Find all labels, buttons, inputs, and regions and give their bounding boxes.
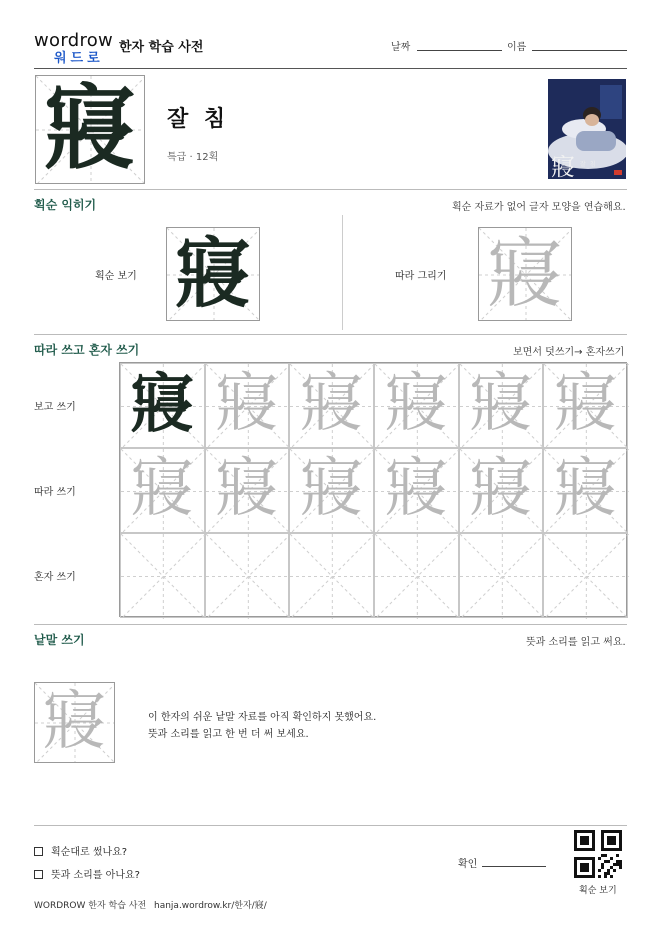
practice-row-label: 혼자 쓰기 bbox=[34, 572, 76, 583]
practice-cell[interactable] bbox=[543, 448, 628, 533]
checkbox[interactable] bbox=[34, 870, 43, 879]
trace-label: 따라 그리기 bbox=[395, 271, 447, 282]
practice-cell[interactable] bbox=[459, 448, 544, 533]
practice-cell[interactable] bbox=[289, 533, 374, 618]
practice-cell[interactable] bbox=[205, 363, 290, 448]
name-field[interactable] bbox=[532, 50, 627, 51]
practice-character: 寢 bbox=[553, 452, 618, 526]
thumbnail-reading: 잘 침 bbox=[580, 161, 597, 168]
stroke-view-label: 획순 보기 bbox=[95, 271, 137, 282]
practice-cell[interactable] bbox=[120, 363, 205, 448]
practice-cell[interactable] bbox=[120, 448, 205, 533]
trace-character: 寢 bbox=[487, 229, 563, 318]
illustration-thumbnail bbox=[548, 79, 626, 179]
practice-character: 寢 bbox=[130, 367, 195, 442]
stroke-section-separator bbox=[342, 215, 343, 330]
checklist-item-label: 뜻과 소리를 아나요? bbox=[51, 870, 140, 881]
main-character-box bbox=[35, 75, 145, 184]
practice-character: 寢 bbox=[214, 452, 279, 526]
logo-korean: 워드로 bbox=[54, 51, 104, 66]
stroke-section-title: 획순 익히기 bbox=[34, 198, 97, 212]
practice-character: 寢 bbox=[468, 452, 533, 526]
checklist-item-label: 획순대로 썼나요? bbox=[51, 847, 128, 858]
practice-cell[interactable] bbox=[205, 533, 290, 618]
practice-cell[interactable] bbox=[374, 363, 459, 448]
stroke-view-box bbox=[166, 227, 260, 321]
word-message-line-1: 이 한자의 쉬운 낱말 자료를 아직 확인하지 못했어요. bbox=[148, 712, 377, 723]
stroke-divider bbox=[34, 334, 627, 335]
thumbnail-badge bbox=[614, 170, 622, 175]
stroke-section-note: 획순 자료가 없어 글자 모양을 연습해요. bbox=[452, 202, 626, 213]
practice-character: 寢 bbox=[468, 367, 533, 441]
checklist-item[interactable] bbox=[34, 866, 140, 881]
checklist-item[interactable] bbox=[34, 843, 127, 858]
practice-character: 寢 bbox=[553, 367, 618, 441]
word-divider bbox=[34, 825, 627, 826]
practice-cell[interactable] bbox=[120, 533, 205, 618]
date-label: 날짜 bbox=[391, 42, 411, 53]
word-practice-character: 寢 bbox=[42, 685, 107, 759]
practice-cell[interactable] bbox=[543, 533, 628, 618]
thumbnail-character: 寢 bbox=[551, 153, 575, 179]
header-title: 한자 학습 사전 bbox=[119, 40, 204, 55]
hero-divider bbox=[34, 189, 627, 190]
word-section-note: 뜻과 소리를 읽고 써요. bbox=[526, 637, 626, 648]
practice-cell[interactable] bbox=[543, 363, 628, 448]
date-field[interactable] bbox=[417, 50, 502, 51]
practice-character: 寢 bbox=[130, 452, 195, 526]
stroke-view-character: 寢 bbox=[175, 229, 251, 318]
practice-character: 寢 bbox=[214, 367, 279, 441]
practice-cell[interactable] bbox=[289, 363, 374, 448]
trace-box[interactable] bbox=[478, 227, 572, 321]
logo-wordmark: wordrow bbox=[34, 30, 114, 51]
practice-cell[interactable] bbox=[374, 533, 459, 618]
practice-cell[interactable] bbox=[459, 533, 544, 618]
checkbox[interactable] bbox=[34, 847, 43, 856]
practice-cell[interactable] bbox=[289, 448, 374, 533]
practice-row-label: 보고 쓰기 bbox=[34, 402, 76, 413]
word-section-title: 낱말 쓰기 bbox=[34, 633, 85, 647]
practice-character: 寢 bbox=[299, 452, 364, 526]
word-practice-box[interactable] bbox=[34, 682, 115, 763]
practice-character: 寢 bbox=[384, 452, 449, 526]
header-divider bbox=[34, 68, 627, 69]
qr-caption: 획순 보기 bbox=[579, 886, 617, 896]
wordrow-logo bbox=[34, 30, 114, 64]
character-reading: 잘 침 bbox=[167, 107, 230, 132]
footer-brand: WORDROW 한자 학습 사전 bbox=[34, 901, 147, 911]
practice-row-label: 따라 쓰기 bbox=[34, 487, 76, 498]
confirm-field[interactable] bbox=[482, 866, 546, 867]
name-label: 이름 bbox=[507, 42, 527, 53]
practice-cell[interactable] bbox=[459, 363, 544, 448]
footer-url[interactable]: hanja.wordrow.kr/한자/寢/ bbox=[154, 901, 267, 911]
word-message-line-2: 뜻과 소리를 읽고 한 번 더 써 보세요. bbox=[148, 729, 309, 740]
practice-cell[interactable] bbox=[374, 448, 459, 533]
main-character: 寢 bbox=[43, 75, 136, 182]
confirm-label: 확인 bbox=[458, 859, 478, 870]
practice-divider bbox=[34, 624, 627, 625]
practice-character: 寢 bbox=[299, 367, 364, 441]
practice-section-title: 따라 쓰고 혼자 쓰기 bbox=[34, 343, 140, 357]
practice-character: 寢 bbox=[384, 367, 449, 441]
practice-cell[interactable] bbox=[205, 448, 290, 533]
qr-code-icon[interactable] bbox=[574, 830, 622, 878]
character-meta: 특급 · 12획 bbox=[167, 152, 219, 163]
practice-grid bbox=[119, 362, 627, 617]
practice-section-note: 보면서 덧쓰기→ 혼자쓰기 bbox=[513, 347, 625, 358]
